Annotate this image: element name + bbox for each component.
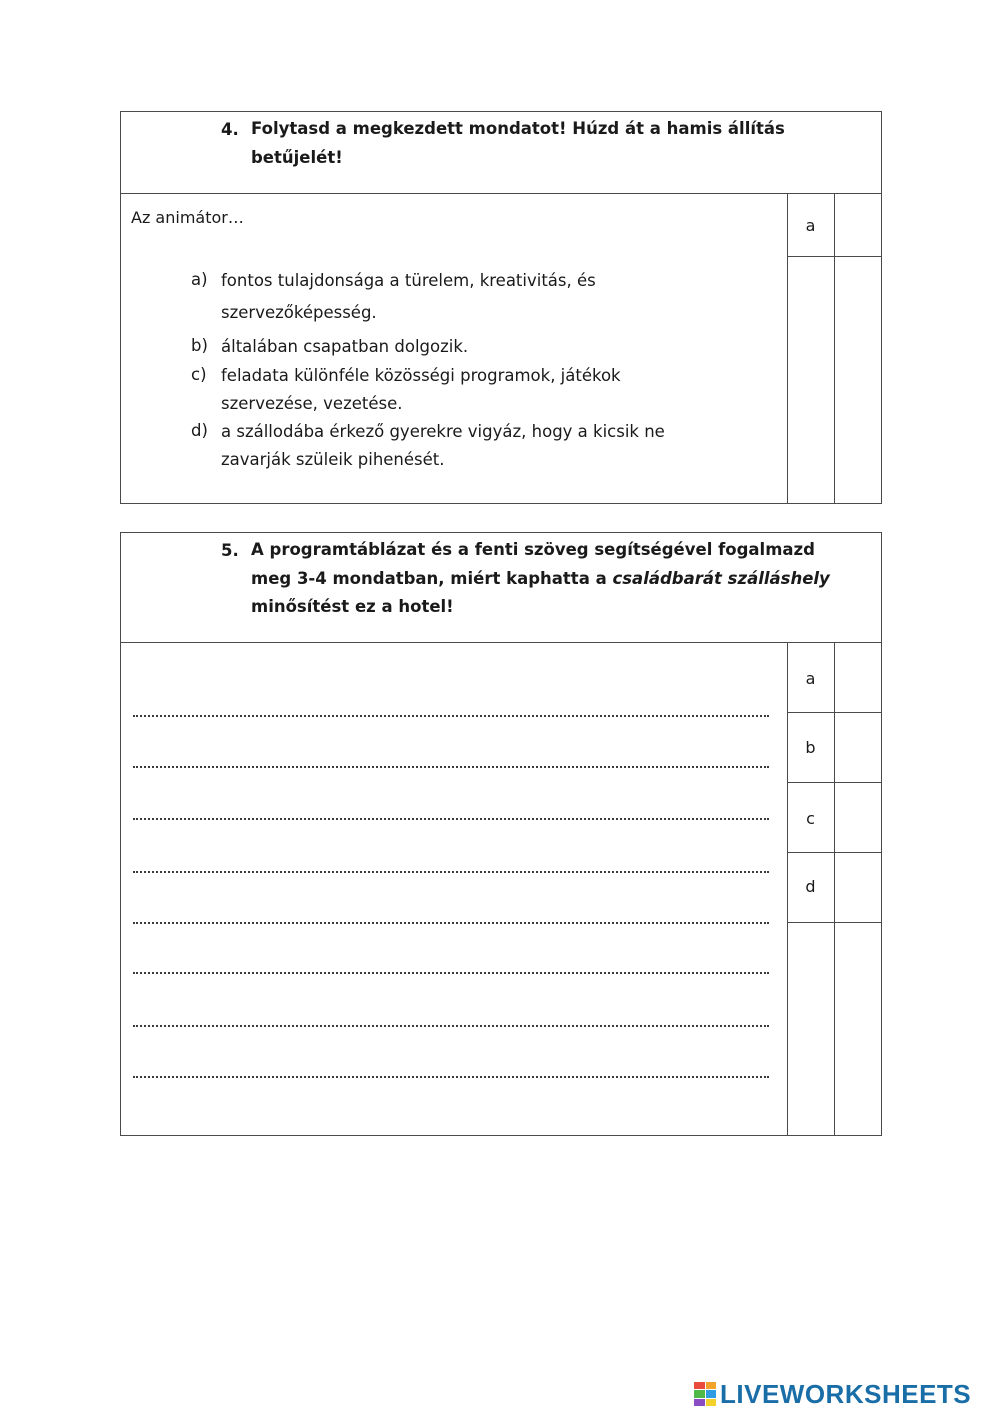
option-c-letter: c) (191, 365, 207, 384)
answer-line[interactable] (133, 818, 769, 820)
option-b-letter: b) (191, 336, 208, 355)
score-row-divider (787, 256, 881, 257)
option-d-text[interactable]: a szállodába érkező gyerekre vigyáz, hogy a kicsik ne zavarják szüleik pihenését. (221, 422, 665, 469)
task-4-number: 4. (221, 120, 239, 139)
task-5-box (120, 532, 882, 1136)
answer-line[interactable] (133, 922, 769, 924)
score-row-divider (787, 852, 881, 853)
answer-line[interactable] (133, 972, 769, 974)
task-5-instruction: A programtáblázat és a fenti szöveg segítségével fogalmazd meg 3-4 mondatban, miért kaphatta a családbarát szálláshely minősítést ez a hotel! (251, 540, 830, 616)
score-column-divider (834, 194, 835, 504)
score-label-c: c (806, 809, 815, 828)
task-5-header (121, 533, 881, 643)
score-label-d: d (805, 877, 816, 896)
task-4-box (120, 111, 882, 504)
score-label-a: a (805, 669, 816, 688)
option-a-letter: a) (191, 270, 208, 289)
answer-line[interactable] (133, 766, 769, 768)
task-4-header (121, 112, 881, 194)
option-a-text[interactable]: fontos tulajdonsága a türelem, kreativitás, és szervezőképesség. (221, 271, 596, 322)
score-row-divider (787, 712, 881, 713)
liveworksheets-logo-text: LIVEWORKSHEETS (720, 1378, 972, 1409)
score-row-divider (787, 922, 881, 923)
task-4-intro: Az animátor… (131, 208, 244, 227)
liveworksheets-logo-icon (694, 1382, 716, 1406)
score-row-divider (787, 782, 881, 783)
task-5-number: 5. (221, 541, 239, 560)
answer-line[interactable] (133, 1025, 769, 1027)
task-4-instruction: Folytasd a megkezdett mondatot! Húzd át a hamis állítás betűjelét! (251, 119, 785, 167)
option-c-text[interactable]: feladata különféle közösségi programok, játékok szervezése, vezetése. (221, 366, 621, 413)
score-label-b: b (805, 738, 816, 757)
liveworksheets-logo (694, 1380, 971, 1408)
answer-line[interactable] (133, 715, 769, 717)
score-column-divider (834, 643, 835, 1136)
option-b-text[interactable]: általában csapatban dolgozik. (221, 337, 469, 356)
score-column-divider (787, 194, 788, 504)
option-d-letter: d) (191, 421, 208, 440)
answer-line[interactable] (133, 871, 769, 873)
answer-line[interactable] (133, 1076, 769, 1078)
score-label-a: a (805, 216, 816, 235)
